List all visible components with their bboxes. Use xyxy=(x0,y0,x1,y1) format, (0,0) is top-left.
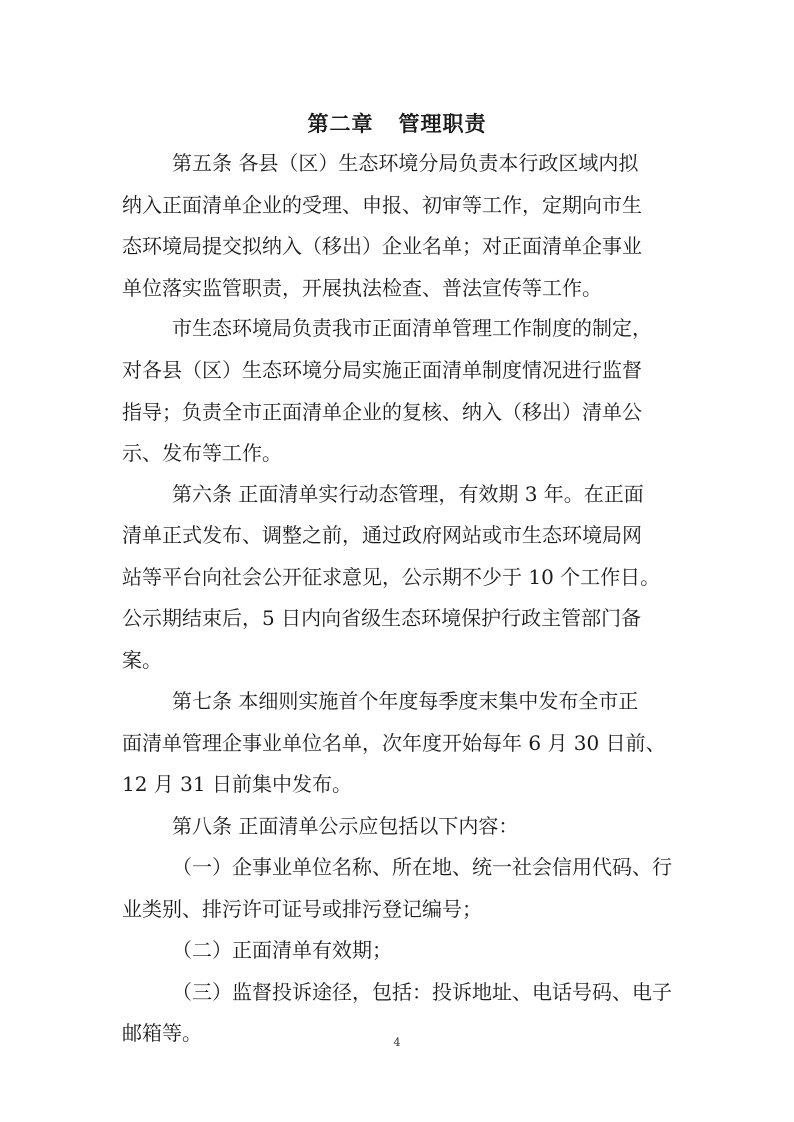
paragraph-line: 清单正式发布、调整之前，通过政府网站或市生态环境局网 xyxy=(122,523,642,547)
paragraph-line: 市生态环境局负责我市正面清单管理工作制度的制定， xyxy=(172,316,652,340)
paragraph-line: 面清单管理企事业单位名单，次年度开始每年 6 月 30 日前、 xyxy=(122,731,666,755)
paragraph-line: 12 月 31 日前集中发布。 xyxy=(122,772,352,796)
paragraph-line: 第八条 正面清单公示应包括以下内容： xyxy=(172,814,519,838)
paragraph-line: 对各县（区）生态环境分局实施正面清单制度情况进行监督 xyxy=(122,358,642,382)
paragraph-line: 纳入正面清单企业的受理、申报、初审等工作，定期向市生 xyxy=(122,193,642,217)
paragraph-line: （二）正面清单有效期； xyxy=(172,938,392,962)
paragraph-line: 第五条 各县（区）生态环境分局负责本行政区域内拟 xyxy=(172,151,639,175)
paragraph-line: 案。 xyxy=(122,648,162,672)
paragraph-line: 示、发布等工作。 xyxy=(122,441,282,465)
paragraph-line: 指导；负责全市正面清单企业的复核、纳入（移出）清单公 xyxy=(122,400,642,424)
paragraph-line: 公示期结束后，5 日内向省级生态环境保护行政主管部门备 xyxy=(122,606,642,630)
paragraph-line: 站等平台向社会公开征求意见，公示期不少于 10 个工作日。 xyxy=(122,565,661,589)
paragraph-line: 态环境局提交拟纳入（移出）企业名单；对正面清单企事业 xyxy=(122,234,642,258)
paragraph-line: （三）监督投诉途径，包括：投诉地址、电话号码、电子 xyxy=(172,980,672,1004)
chapter-title: 第二章 管理职责 xyxy=(307,112,487,136)
paragraph-line: 第七条 本细则实施首个年度每季度末集中发布全市正 xyxy=(172,689,639,713)
paragraph-line: 业类别、排污许可证号或排污登记编号； xyxy=(122,897,482,921)
paragraph-line: 单位落实监管职责，开展执法检查、普法宣传等工作。 xyxy=(122,276,602,300)
paragraph-line: 第六条 正面清单实行动态管理，有效期 3 年。在正面 xyxy=(172,482,644,506)
page-number: 4 xyxy=(393,1036,401,1049)
paragraph-line: 邮箱等。 xyxy=(122,1021,202,1045)
paragraph-line: （一）企事业单位名称、所在地、统一社会信用代码、行 xyxy=(172,855,672,879)
